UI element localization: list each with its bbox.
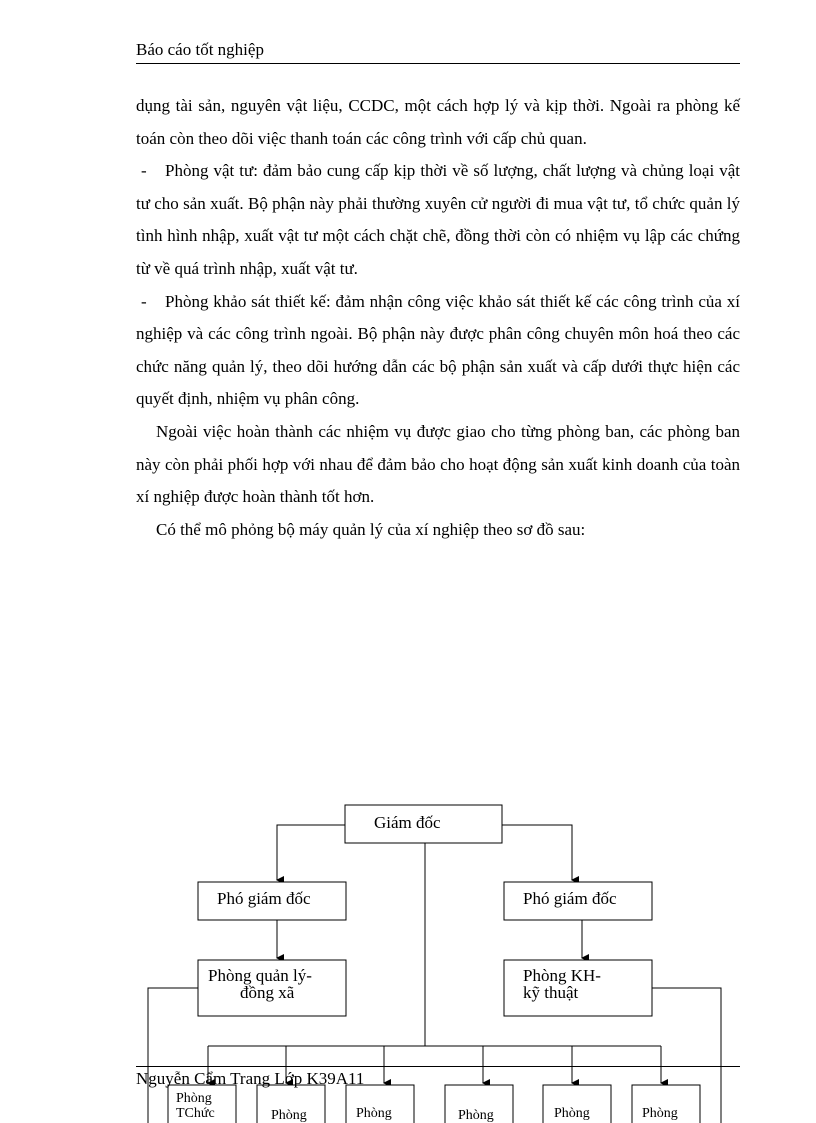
page-header: Báo cáo tốt nghiệp bbox=[136, 40, 740, 64]
label-director: Giám đốc bbox=[374, 813, 441, 832]
label-dept-1-line1: Phòng bbox=[176, 1091, 212, 1106]
label-deputy-left: Phó giám đốc bbox=[217, 889, 311, 908]
paragraph-supplies: Phòng vật tư: đảm bảo cung cấp kịp thời về số lượng, chất lượng và chủng loại vật tư cho sản xuất. Bộ phận này phải thường xuyên cử người đi mua vật tư, tổ chức quản lý tình hình nhập, xuất vật tư một cách chặt chẽ, đồng thời còn có nhiệm vụ lập các chứng từ về quá trình nhập, xuất vật tư. bbox=[136, 161, 740, 278]
label-mgmt-line1: Phòng quản lý- bbox=[208, 966, 312, 985]
paragraph-survey: Phòng khảo sát thiết kế: đảm nhận công việc khảo sát thiết kế các công trình của xí nghiệp và các công trình ngoài. Bộ phận này được phân công chuyên môn hoá theo các chức năng quản lý, theo dõi hướng dẫn các bộ phận sản xuất và cấp dưới thực hiện các quyết định, nhiệm vụ phân công. bbox=[136, 291, 740, 409]
paragraph-coordination: Ngoài việc hoàn thành các nhiệm vụ được giao cho từng phòng ban, các phòng ban này còn phải phối hợp với nhau để đảm bảo cho hoạt động sản xuất kinh doanh của toàn xí nghiệp được hoàn thành tốt hơn. bbox=[136, 421, 740, 507]
label-dept-6: Phòng bbox=[642, 1106, 678, 1121]
page-footer: Nguyễn Cẩm Trang Lớp K39A11 bbox=[136, 1066, 740, 1089]
label-kh-line1: Phòng KH- bbox=[523, 966, 601, 985]
label-deputy-right: Phó giám đốc bbox=[523, 889, 617, 908]
label-kh-line2: kỹ thuật bbox=[523, 983, 579, 1002]
list-dash: - bbox=[141, 291, 147, 311]
list-dash: - bbox=[141, 161, 147, 181]
label-mgmt-line2: đồng xã bbox=[240, 983, 295, 1002]
label-dept-4: Phòng bbox=[458, 1108, 494, 1123]
label-dept-1-line2: TChức bbox=[176, 1106, 215, 1121]
label-dept-3: Phòng bbox=[356, 1106, 392, 1121]
paragraph-accounting: dụng tài sản, nguyên vật liệu, CCDC, một cách hợp lý và kịp thời. Ngoài ra phòng kế toán còn theo dõi việc thanh toán các công trình với cấp chủ quan. bbox=[136, 96, 740, 148]
label-dept-2: Phòng bbox=[271, 1108, 307, 1123]
paragraph-intro-diagram: Có thể mô phỏng bộ máy quản lý của xí nghiệp theo sơ đồ sau: bbox=[156, 519, 586, 539]
label-dept-5: Phòng bbox=[554, 1106, 590, 1121]
